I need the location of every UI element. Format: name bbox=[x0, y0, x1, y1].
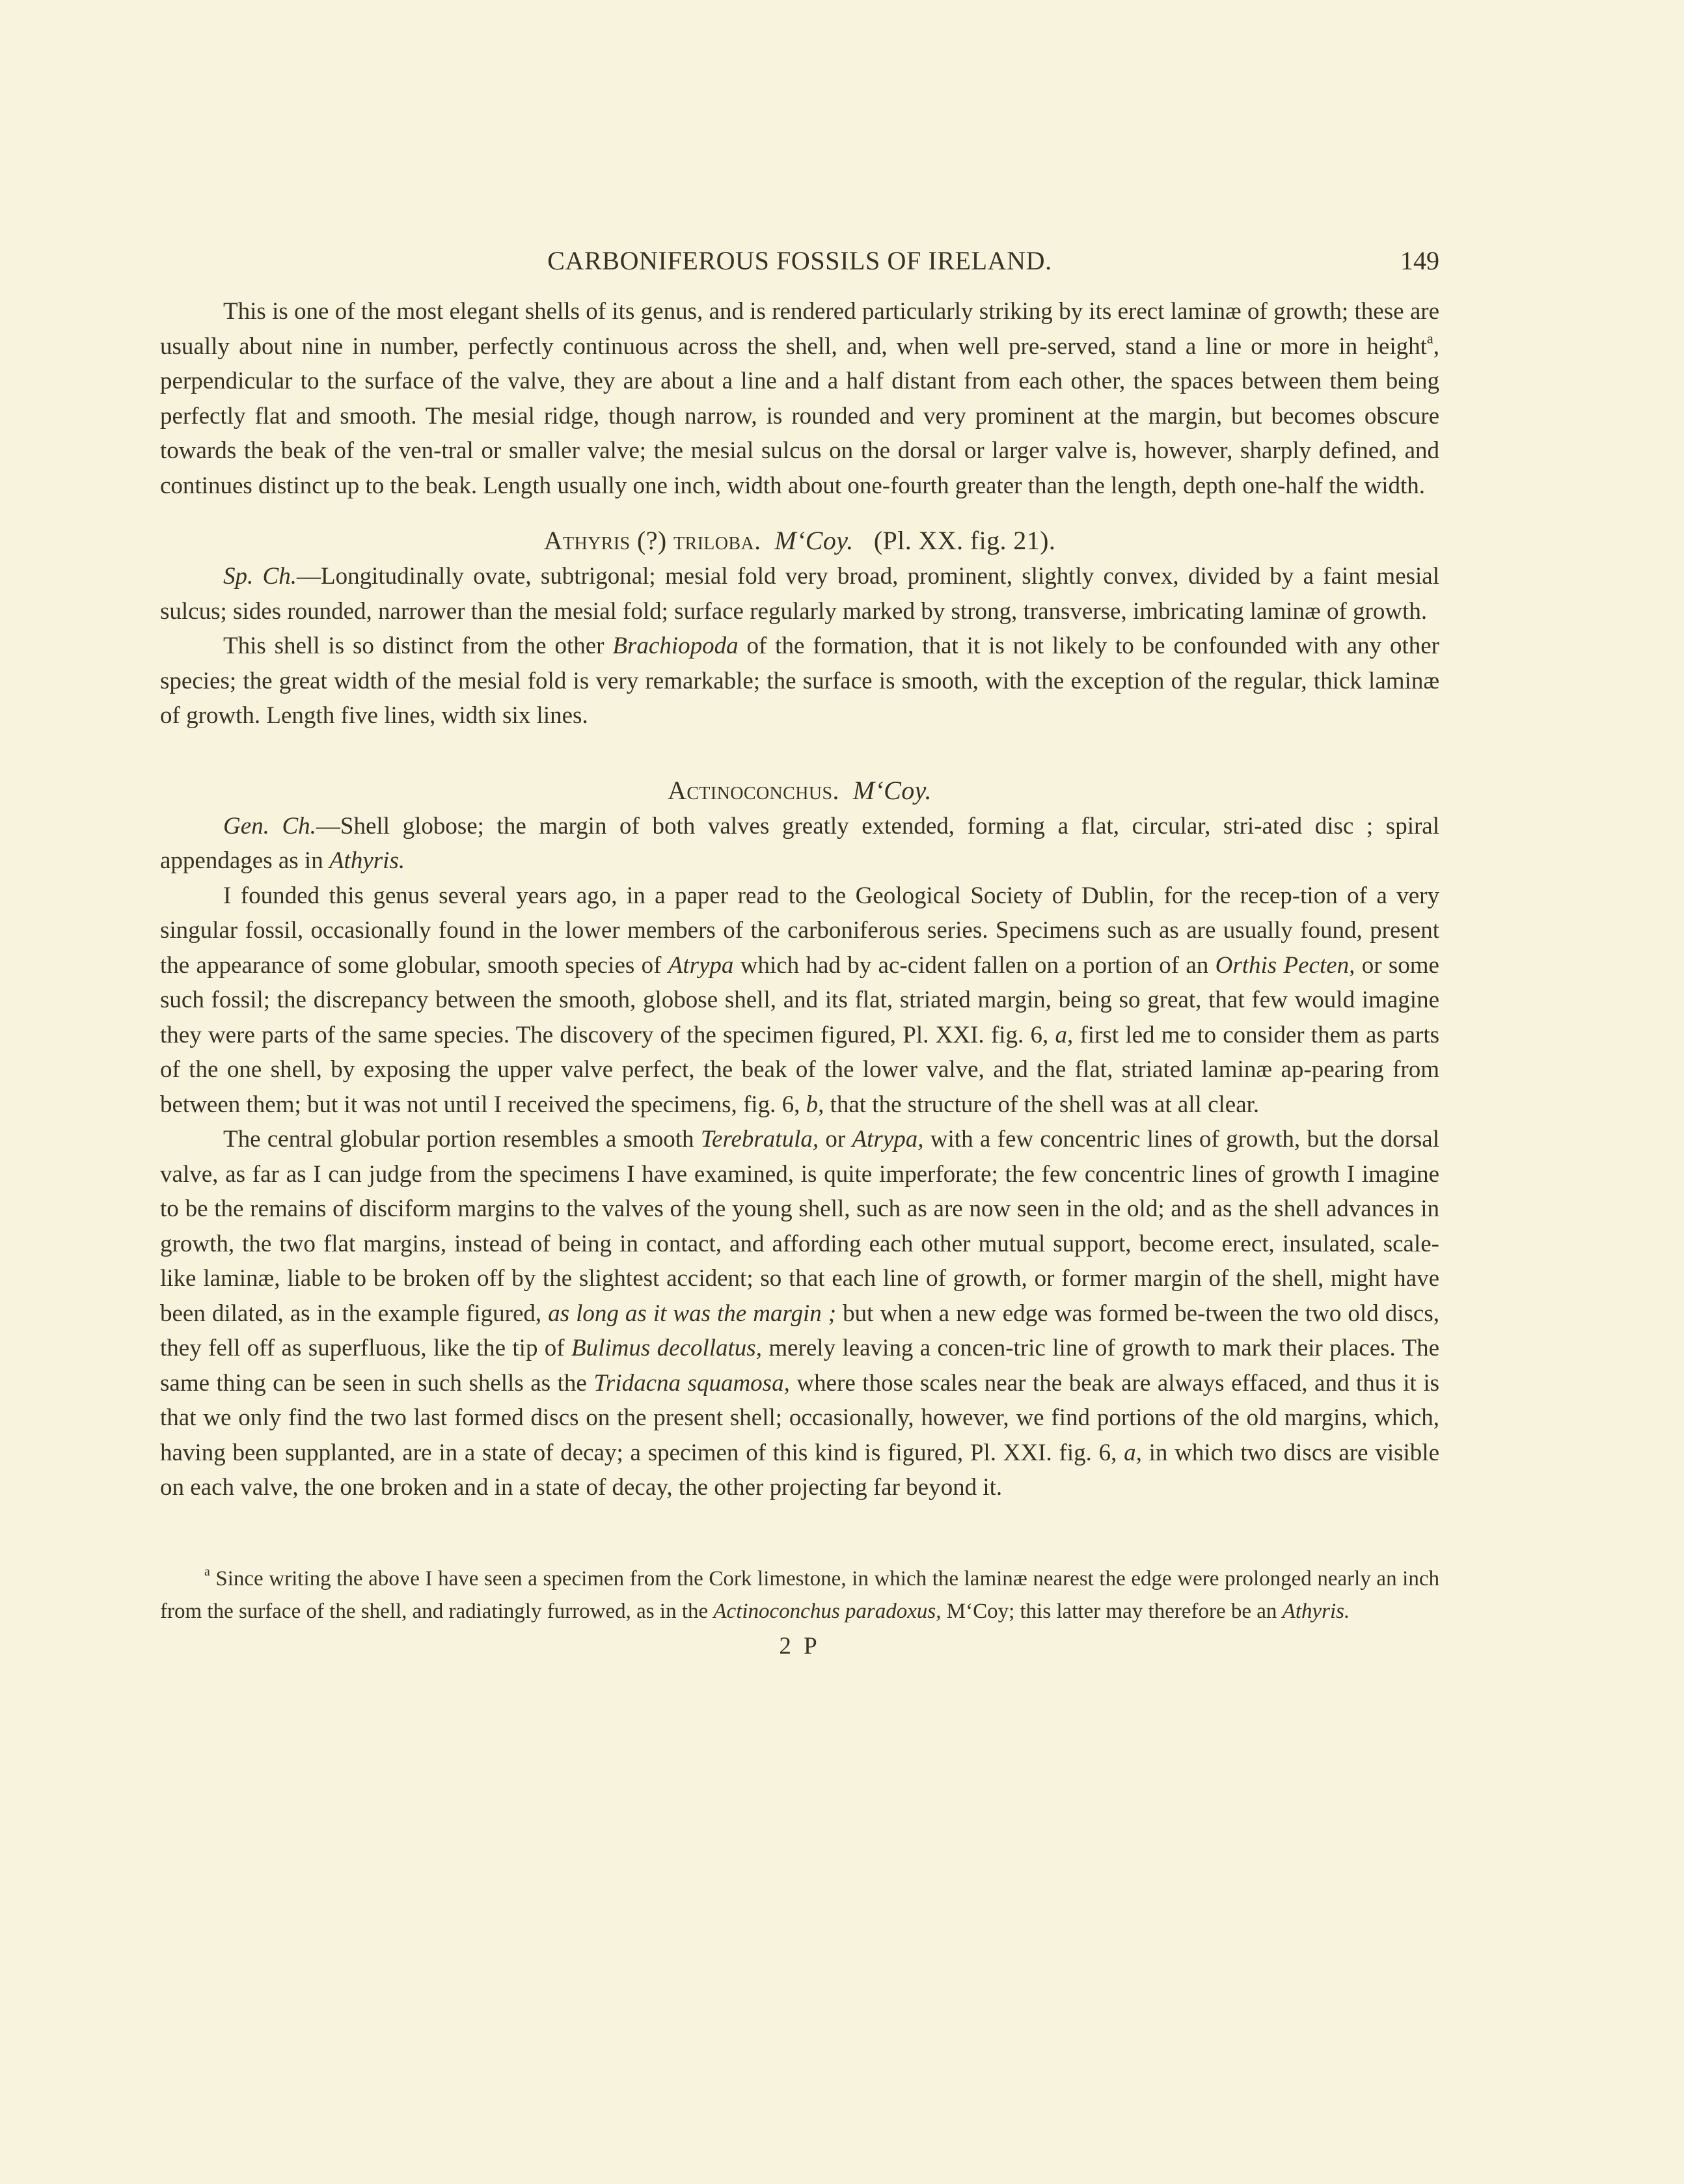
genus-name: Athyris bbox=[543, 526, 631, 555]
label-sp-ch: Sp. Ch. bbox=[223, 563, 297, 590]
genus-author: M‘Coy. bbox=[852, 775, 932, 805]
species-author: M‘Coy. bbox=[774, 526, 854, 555]
footnote-mark: a bbox=[204, 1564, 210, 1579]
text-run: —Longitudinally ovate, subtrigonal; mesial fold very broad, prominent, slightly convex, divided by a faint mesial sulcus; sides rounded, narrower than the mesial fold; surface regularly marked by strong, transverse, imbricating laminæ of growth. bbox=[160, 563, 1440, 625]
text-run: which had by ac-cident fallen on a portion of an bbox=[733, 951, 1215, 979]
paragraph-generic-characters bbox=[160, 809, 1439, 879]
italic-term: Brachiopoda bbox=[612, 633, 739, 659]
text-run: This is one of the most elegant shells of its genus, and is rendered particularly striking by its erect laminæ of growth; these are usually about nine in number, perfectly continuous across the shell, and, when well pre-served, stand a line or more in height bbox=[160, 298, 1439, 360]
text-run: This shell is so distinct from the other bbox=[223, 633, 613, 659]
text-run: —Shell globose; the margin of both valves greatly extended, forming a flat, circular, stri-ated disc ; spiral appendages as in bbox=[160, 812, 1439, 874]
paragraph-central-portion bbox=[160, 1122, 1439, 1505]
italic-term: Atrypa, bbox=[852, 1126, 924, 1153]
species-epithet: triloba. bbox=[673, 526, 761, 555]
paragraph-genus-founding bbox=[160, 879, 1439, 1123]
paragraph-specific-characters bbox=[160, 559, 1439, 629]
italic-term: a, bbox=[1124, 1439, 1142, 1466]
italic-term: b, bbox=[806, 1091, 824, 1118]
italic-term: Athyris. bbox=[1282, 1599, 1350, 1623]
italic-term: Actinoconchus paradoxus, bbox=[713, 1599, 942, 1623]
text-run: that the structure of the shell was at all clear. bbox=[824, 1091, 1260, 1118]
italic-term: Atrypa bbox=[668, 951, 734, 979]
text-run: first led me to consider them as parts of the one shell, by exposing the upper valve perfect, the beak of the lower valve, and the flat, striated laminæ ap-pearing from between them; but it was not until I received the specimens, fig. 6, bbox=[160, 1021, 1439, 1118]
italic-term: a, bbox=[1055, 1021, 1074, 1048]
body-text bbox=[160, 294, 1439, 1664]
italic-term: Athyris. bbox=[329, 847, 405, 874]
text-run: of the formation, that it is not likely to be confounded with any other species; the great width of the mesial fold is very remarkable; the surface is smooth, with the exception of the regular, thick laminæ of growth. Length five lines, width six lines. bbox=[160, 633, 1439, 729]
page-number: 149 bbox=[1400, 246, 1439, 275]
italic-term: as long as it was the margin ; bbox=[548, 1300, 837, 1327]
italic-term: Orthis Pecten, bbox=[1215, 951, 1355, 979]
query-mark: (?) bbox=[630, 526, 673, 555]
footnote-text bbox=[160, 1563, 1439, 1628]
text-run: but when a new edge was formed be-tween the two old discs, they fell off as superfluous, like the tip of bbox=[160, 1300, 1439, 1361]
genus-name: Actinoconchus. bbox=[668, 775, 839, 805]
signature-mark: 2 P bbox=[779, 1632, 821, 1659]
text-run: in which two discs are visible on each valve, the one broken and in a state of decay, the other projecting far beyond it. bbox=[160, 1439, 1440, 1501]
text-run: M‘Coy; this latter may therefore be an bbox=[941, 1599, 1283, 1623]
text-run: I founded this genus several years ago, in a paper read to the Geological Society of Dublin, for the recep-tion of a very singular fossil, occasionally found in the lower members of the carboniferous series. Specimens such as are usually found, present the appearance of some globular, smooth species of bbox=[160, 882, 1439, 979]
paragraph-athyris-description bbox=[160, 294, 1439, 503]
footnote-reference: a bbox=[1426, 329, 1433, 346]
page-header bbox=[160, 243, 1439, 279]
italic-term: Tridacna squamosa, bbox=[593, 1369, 790, 1397]
text-run: where those scales near the beak are always effaced, and thus it is that we only find the two last formed discs on the present shell; occasionally, however, we find portions of the old margins, which, having been supplanted, are in a state of decay; a specimen of this kind is figured, Pl. XXI. fig. 6, bbox=[160, 1369, 1440, 1466]
paragraph-triloba-remarks bbox=[160, 629, 1439, 733]
italic-term: Terebratula, bbox=[700, 1126, 819, 1153]
species-heading-athyris-triloba bbox=[160, 523, 1439, 559]
text-run: merely leaving a concen-tric line of growth to mark their places. The same thing can be seen in such shells as the bbox=[160, 1335, 1439, 1397]
running-title: CARBONIFEROUS FOSSILS OF IRELAND. bbox=[547, 246, 1052, 275]
text-run: or some such fossil; the discrepancy between the smooth, globose shell, and its flat, striated margin, being so great, that few would imagine they were parts of the same species. The discovery of the specimen figured, Pl. XXI. fig. 6, bbox=[160, 951, 1439, 1048]
text-run: or bbox=[819, 1126, 852, 1153]
label-gen-ch: Gen. Ch. bbox=[223, 812, 316, 839]
italic-term: Bulimus decollatus, bbox=[571, 1335, 762, 1361]
footnote bbox=[160, 1563, 1439, 1628]
text-run: The central globular portion resembles a smooth bbox=[223, 1126, 701, 1153]
text-run: Since writing the above I have seen a specimen from the Cork limestone, in which the laminæ nearest the edge were prolonged nearly an inch from the surface of the shell, and radiatingly furrowed, as in the bbox=[160, 1566, 1439, 1623]
text-run: , perpendicular to the surface of the valve, they are about a line and a half distant from each other, the spaces between them being perfectly flat and smooth. The mesial ridge, though narrow, is rounded and very prominent at the margin, but becomes obscure towards the beak of the ven-tral or smaller valve; the mesial sulcus on the dorsal or larger valve is, however, sharply defined, and continues distinct up to the beak. Length usually one inch, width about one-fourth greater than the length, depth one-half the width. bbox=[160, 333, 1439, 499]
plate-reference: (Pl. XX. fig. 21). bbox=[873, 526, 1056, 555]
genus-heading-actinoconchus bbox=[160, 772, 1439, 809]
text-run: with a few concentric lines of growth, but the dorsal valve, as far as I can judge from the specimens I have examined, is quite imperforate; the few concentric lines of growth I imagine to be the remains of disciform margins to the valves of the young shell, such as are now seen in the old; and as the shell advances in growth, the two flat margins, instead of being in contact, and affording each other mutual support, become erect, insulated, scale-like laminæ, liable to be broken off by the slightest accident; so that each line of growth, or former margin of the shell, might have been dilated, as in the example figured, bbox=[160, 1126, 1439, 1327]
